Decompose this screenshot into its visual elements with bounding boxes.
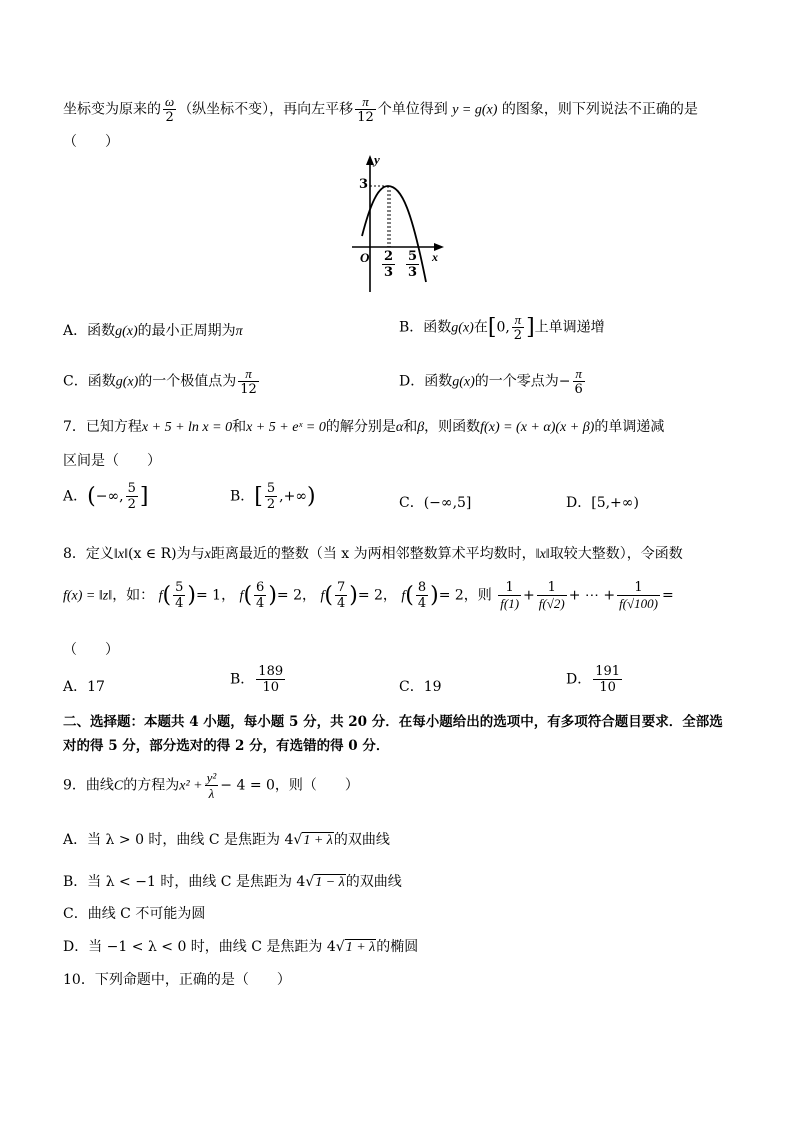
q8-stem-line2: f(x) = ‖z‖，如： f( $\frac{5}{4}$ )= 1， f( $\frac{6}{4}$ )= 2， f( $\frac{7}{4}$ )= 2， f( $\frac{8}{4}$ )= 2，则 $\frac{1}{f(1)}$ + $\frac{1}{f(√2)}$ + ⋯ + $\frac{1}{f(√100)}$ = bbox=[63, 580, 674, 611]
q8-option-d[interactable]: D． $\frac{191}{10}$ bbox=[566, 664, 621, 695]
q8-option-b[interactable]: B． $\frac{189}{10}$ bbox=[230, 664, 284, 695]
q6-graph bbox=[340, 150, 450, 295]
q6-option-b[interactable]: B．函数g(x)在[0, $\frac{\pi}{2}$ ]上单调递增 bbox=[399, 312, 605, 343]
q8-answer-paren: （ ） bbox=[63, 642, 119, 658]
x-tick-label: $\frac{5}{3}$ bbox=[408, 249, 418, 280]
q7-option-b[interactable]: B．[ $\frac{5}{2}$ ,+∞) bbox=[230, 481, 316, 512]
q6-option-c[interactable]: C．函数g(x)的一个极值点为 $\frac{\pi}{12}$ bbox=[63, 366, 257, 397]
q9-option-a[interactable]: A．当 λ > 0 时，曲线 C 是焦距为 4√1 + λ的双曲线 bbox=[63, 832, 390, 848]
q6-text: （纵坐标不变），再向左平移 bbox=[178, 101, 354, 118]
q6-stem-line1 bbox=[63, 94, 698, 125]
q8-option-c[interactable]: C．19 bbox=[399, 679, 442, 695]
q6-answer-paren: （ ） bbox=[63, 134, 119, 150]
q9-option-d[interactable]: D．当 −1 < λ < 0 时，曲线 C 是焦距为 4√1 + λ的椭圆 bbox=[63, 939, 419, 955]
q7-stem-line1: 7．已知方程x + 5 + ln x = 0和x + 5 + eˣ = 0的解分别是α和β，则函数f(x) = (x + α)(x + β)的单调递减 bbox=[63, 419, 665, 435]
fraction: $\frac{\omega}{2}$ bbox=[165, 94, 175, 125]
q7-option-d[interactable]: D．[5,+∞) bbox=[566, 495, 639, 511]
origin-label: O bbox=[360, 250, 370, 265]
q9-option-b[interactable]: B．当 λ < −1 时，曲线 C 是焦距为 4√1 − λ的双曲线 bbox=[63, 874, 402, 890]
math: y = g(x) bbox=[452, 102, 498, 118]
q6-text: 的图象，则下列说法不正确的是 bbox=[501, 101, 698, 118]
q7-option-a[interactable]: A．(−∞, $\frac{5}{2}$ ] bbox=[63, 481, 149, 512]
q6-option-a[interactable]: A．函数g(x)的最小正周期为π bbox=[63, 323, 243, 339]
q9-option-c[interactable]: C．曲线 C 不可能为圆 bbox=[63, 906, 206, 922]
section-heading-line2: 对的得 5 分，部分选对的得 2 分，有选错的得 0 分． bbox=[63, 738, 390, 754]
q7-option-c[interactable]: C．(−∞,5] bbox=[399, 495, 472, 511]
q7-stem-line2: 区间是（ ） bbox=[63, 453, 161, 469]
q8-stem-line1: 8．定义‖x‖(x ∈ R)为与x距离最近的整数（当 x 为两相邻整数算术平均数时，‖x‖取较大整数），令函数 bbox=[63, 546, 683, 562]
q6-text: 坐标变为原来的 bbox=[63, 101, 161, 118]
q6-text: 个单位得到 bbox=[377, 101, 448, 118]
fraction: $\frac{\pi}{12}$ bbox=[357, 94, 374, 125]
y-axis-arrow-icon bbox=[366, 155, 374, 165]
q8-option-a[interactable]: A．17 bbox=[63, 679, 105, 695]
q9-stem: 9．曲线C的方程为x² + $\frac{\text{y²}}{\lambda}$ − 4 = 0，则（ ） bbox=[63, 770, 359, 801]
q10-stem: 10．下列命题中，正确的是（ ） bbox=[63, 972, 291, 988]
y-label: y bbox=[374, 152, 380, 167]
section-heading-line1: 二、选择题：本题共 4 小题，每小题 5 分，共 20 分．在每小题给出的选项中，有多项符合题目要求．全部选 bbox=[63, 714, 723, 730]
q6-option-d[interactable]: D．函数g(x)的一个零点为− $\frac{\pi}{6}$ bbox=[399, 366, 583, 397]
y-tick-label: 3 bbox=[359, 177, 369, 192]
x-label: x bbox=[432, 250, 438, 264]
x-tick-label: $\frac{2}{3}$ bbox=[384, 249, 394, 280]
